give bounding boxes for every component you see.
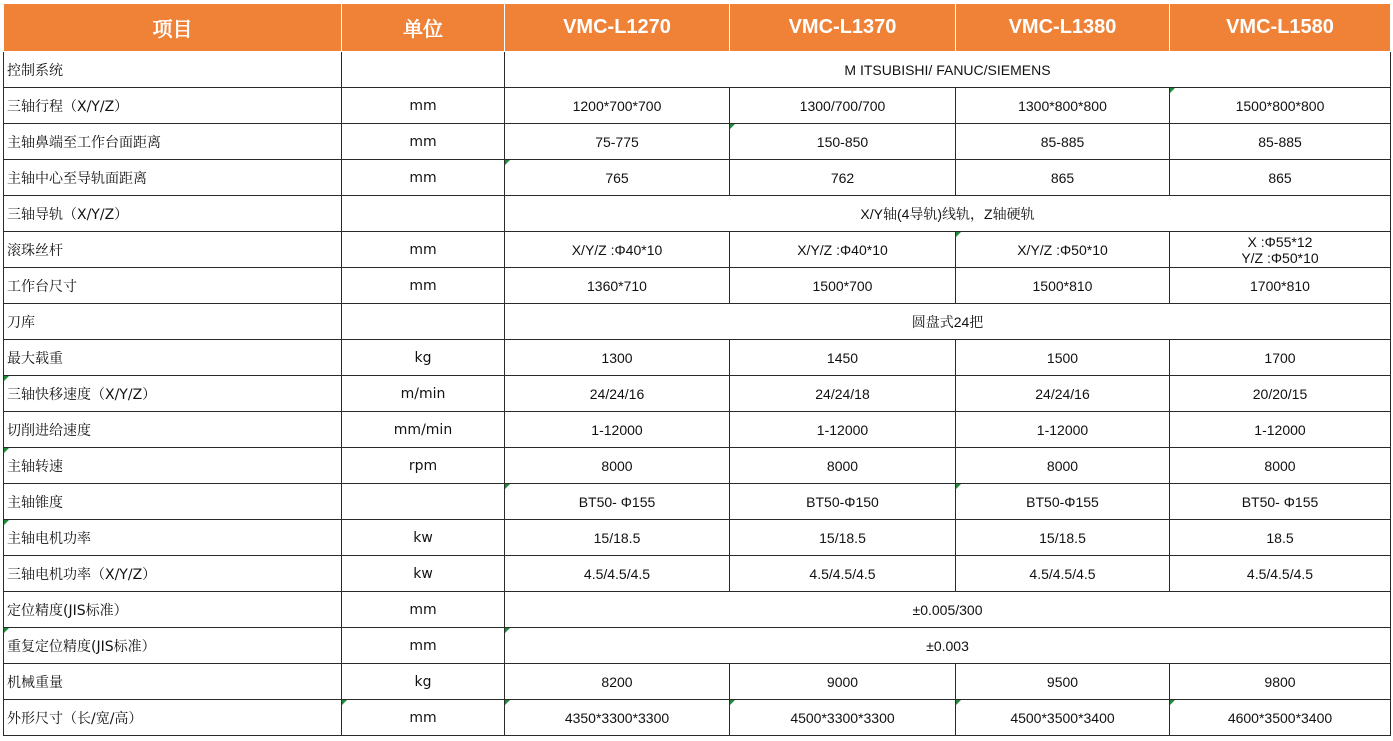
row-value: 4350*3300*3300 — [505, 700, 730, 736]
row-value: BT50-Φ150 — [730, 484, 956, 520]
row-unit: mm — [342, 628, 505, 664]
row-unit: rpm — [342, 448, 505, 484]
row-unit: mm — [342, 88, 505, 124]
row-unit: mm — [342, 160, 505, 196]
row-value: 762 — [730, 160, 956, 196]
table-row — [4, 196, 1391, 232]
row-value: 8000 — [505, 448, 730, 484]
row-item: 工作台尺寸 — [4, 268, 342, 304]
row-item: 三轴快移速度（X/Y/Z） — [4, 376, 342, 412]
row-item: 切削进给速度 — [4, 412, 342, 448]
row-unit: mm — [342, 124, 505, 160]
row-value: 1300/700/700 — [730, 88, 956, 124]
row-merged-value: ±0.003 — [505, 628, 1391, 664]
row-value: 24/24/16 — [505, 376, 730, 412]
row-value: 1300*800*800 — [956, 88, 1170, 124]
row-unit — [342, 484, 505, 520]
table-row — [4, 592, 1391, 628]
row-unit: m/min — [342, 376, 505, 412]
row-item: 三轴导轨（X/Y/Z） — [4, 196, 342, 232]
row-value: 24/24/18 — [730, 376, 956, 412]
table-row — [4, 160, 1391, 196]
row-item: 主轴转速 — [4, 448, 342, 484]
row-value: 8200 — [505, 664, 730, 700]
row-item: 刀库 — [4, 304, 342, 340]
row-value: 865 — [956, 160, 1170, 196]
row-value: 4500*3300*3300 — [730, 700, 956, 736]
table-row — [4, 556, 1391, 592]
row-value: 15/18.5 — [505, 520, 730, 556]
row-value-line: Y/Z :Φ50*10 — [1241, 249, 1319, 266]
table-row — [4, 664, 1391, 700]
row-item: 外形尺寸（长/宽/高） — [4, 700, 342, 736]
row-merged-value: 圆盘式24把 — [505, 304, 1391, 340]
row-value: 1-12000 — [956, 412, 1170, 448]
table-row — [4, 448, 1391, 484]
row-value: 4.5/4.5/4.5 — [730, 556, 956, 592]
row-unit — [342, 52, 505, 88]
row-value: 1-12000 — [505, 412, 730, 448]
row-value: 1450 — [730, 340, 956, 376]
row-unit: mm — [342, 268, 505, 304]
header-item: 项目 — [4, 4, 342, 52]
row-value: 1500*800*800 — [1170, 88, 1391, 124]
row-merged-value: ±0.005/300 — [505, 592, 1391, 628]
row-value-line: X :Φ55*12 — [1247, 233, 1313, 250]
row-value: 1500 — [956, 340, 1170, 376]
row-item: 定位精度(JIS标准） — [4, 592, 342, 628]
row-value: 4600*3500*3400 — [1170, 700, 1391, 736]
row-value: 15/18.5 — [956, 520, 1170, 556]
row-value: 8000 — [1170, 448, 1391, 484]
table-row — [4, 52, 1391, 88]
header-model-2: VMC-L1370 — [730, 4, 956, 52]
row-value: BT50- Φ155 — [1170, 484, 1391, 520]
row-value: 1200*700*700 — [505, 88, 730, 124]
header-unit: 单位 — [342, 4, 505, 52]
row-value: BT50-Φ155 — [956, 484, 1170, 520]
table-row — [4, 124, 1391, 160]
row-value: 1360*710 — [505, 268, 730, 304]
row-item: 主轴鼻端至工作台面距离 — [4, 124, 342, 160]
table-row — [4, 412, 1391, 448]
row-unit: kg — [342, 664, 505, 700]
row-item: 重复定位精度(JIS标准） — [4, 628, 342, 664]
row-unit: mm — [342, 592, 505, 628]
table-row — [4, 700, 1391, 736]
row-value: 1-12000 — [1170, 412, 1391, 448]
row-item: 主轴锥度 — [4, 484, 342, 520]
header-model-3: VMC-L1380 — [956, 4, 1170, 52]
table-row — [4, 304, 1391, 340]
row-unit: kw — [342, 520, 505, 556]
row-value: 1-12000 — [730, 412, 956, 448]
row-value: 1500*700 — [730, 268, 956, 304]
row-value: 4500*3500*3400 — [956, 700, 1170, 736]
row-value: BT50- Φ155 — [505, 484, 730, 520]
row-value-two-line — [1170, 232, 1391, 268]
table-row — [4, 628, 1391, 664]
row-unit: mm — [342, 232, 505, 268]
table-row — [4, 376, 1391, 412]
row-value: 18.5 — [1170, 520, 1391, 556]
table-row — [4, 88, 1391, 124]
header-row — [4, 4, 1391, 52]
table-row — [4, 340, 1391, 376]
row-value: 85-885 — [1170, 124, 1391, 160]
row-value: 1700*810 — [1170, 268, 1391, 304]
row-value: X/Y/Z :Φ50*10 — [956, 232, 1170, 268]
row-value: X/Y/Z :Φ40*10 — [730, 232, 956, 268]
row-value: 24/24/16 — [956, 376, 1170, 412]
row-value: 8000 — [730, 448, 956, 484]
row-unit — [342, 304, 505, 340]
row-value: 8000 — [956, 448, 1170, 484]
row-value: 9800 — [1170, 664, 1391, 700]
table-row — [4, 520, 1391, 556]
row-value: 4.5/4.5/4.5 — [1170, 556, 1391, 592]
row-value: 15/18.5 — [730, 520, 956, 556]
row-unit: kg — [342, 340, 505, 376]
table-row — [4, 268, 1391, 304]
row-item: 主轴中心至导轨面距离 — [4, 160, 342, 196]
row-item: 三轴电机功率（X/Y/Z） — [4, 556, 342, 592]
row-unit: kw — [342, 556, 505, 592]
header-model-4: VMC-L1580 — [1170, 4, 1391, 52]
row-item: 主轴电机功率 — [4, 520, 342, 556]
row-value: 20/20/15 — [1170, 376, 1391, 412]
row-value: 150-850 — [730, 124, 956, 160]
row-value: 765 — [505, 160, 730, 196]
table-row — [4, 484, 1391, 520]
row-item: 控制系统 — [4, 52, 342, 88]
row-value: X/Y/Z :Φ40*10 — [505, 232, 730, 268]
row-value: 4.5/4.5/4.5 — [956, 556, 1170, 592]
row-value: 75-775 — [505, 124, 730, 160]
row-value: 9000 — [730, 664, 956, 700]
row-value: 1700 — [1170, 340, 1391, 376]
row-value: 865 — [1170, 160, 1391, 196]
row-value: 9500 — [956, 664, 1170, 700]
table-row — [4, 232, 1391, 268]
spec-table — [3, 3, 1391, 736]
row-item: 滚珠丝杆 — [4, 232, 342, 268]
row-unit: mm — [342, 700, 505, 736]
row-unit — [342, 196, 505, 232]
row-value: 1300 — [505, 340, 730, 376]
header-model-1: VMC-L1270 — [505, 4, 730, 52]
row-value: 4.5/4.5/4.5 — [505, 556, 730, 592]
row-value: 85-885 — [956, 124, 1170, 160]
row-item: 机械重量 — [4, 664, 342, 700]
row-unit: mm/min — [342, 412, 505, 448]
row-value: 1500*810 — [956, 268, 1170, 304]
row-item: 最大载重 — [4, 340, 342, 376]
row-merged-value: M ITSUBISHI/ FANUC/SIEMENS — [505, 52, 1391, 88]
row-merged-value: X/Y轴(4导轨)线轨，Z轴硬轨 — [505, 196, 1391, 232]
row-item: 三轴行程（X/Y/Z） — [4, 88, 342, 124]
